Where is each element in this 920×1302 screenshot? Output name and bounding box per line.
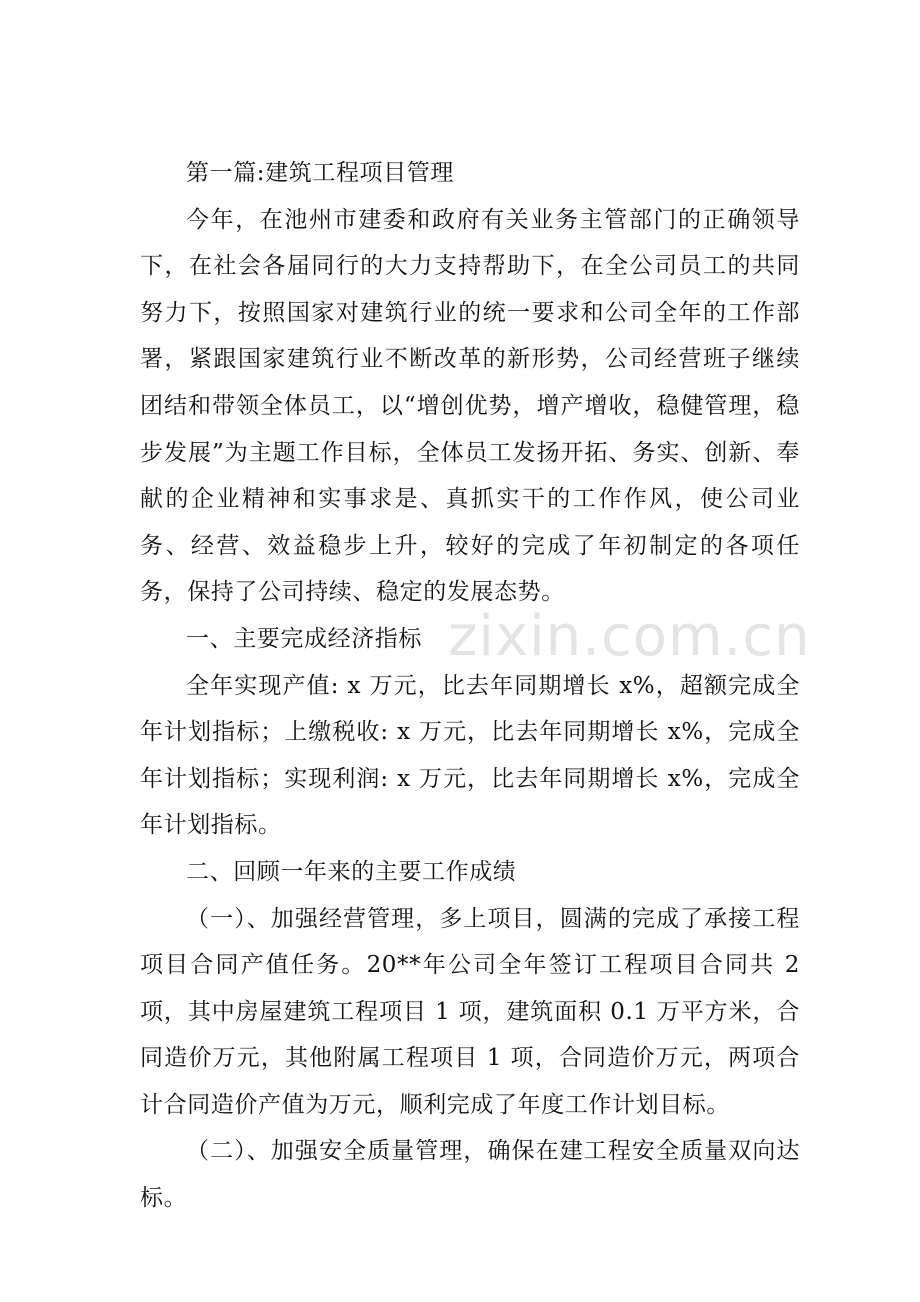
economic-indicators-paragraph: 全年实现产值: x 万元，比去年同期增长 x%，超额完成全年计划指标；上缴税收: x 万元，比去年同期增长 x%，完成全年计划指标；实现利润: x 万元，比去年同期增长 x%，完成全年计划指标。	[140, 672, 800, 839]
section-heading-economic-indicators: 一、主要完成经济指标	[186, 625, 422, 652]
document-body	[140, 150, 800, 1222]
section-heading-achievements: 二、回顾一年来的主要工作成绩	[186, 858, 517, 885]
achievement-item-1: （一）、加强经营管理，多上项目，圆满的完成了承接工程项目合同产值任务。20**年公司全年签订工程项目合同共 2 项，其中房屋建筑工程项目 1 项，建筑面积 0.1 万平方米，合同造价万元，其他附属工程项目 1 项，合同造价万元，两项合计合同造价产值为万元，顺利完成了年度工作计划目标。	[140, 905, 800, 1118]
watermark-text: zixin.com.cn	[448, 604, 811, 669]
achievement-item-2: （二）、加强安全质量管理，确保在建工程安全质量双向达标。	[140, 1138, 800, 1212]
document-title: 第一篇:建筑工程项目管理	[186, 160, 454, 186]
intro-paragraph: 今年，在池州市建委和政府有关业务主管部门的正确领导下，在社会各届同行的大力支持帮助下，在全公司员工的共同努力下，按照国家对建筑行业的统一要求和公司全年的工作部署，紧跟国家建筑行业不断改革的新形势，公司经营班子继续团结和带领全体员工，以“增创优势，增产增收，稳健管理，稳步发展”为主题工作目标，全体员工发扬开拓、务实、创新、奉献的企业精神和实事求是、真抓实干的工作作风，使公司业务、经营、效益稳步上升，较好的完成了年初制定的各项任务，保持了公司持续、稳定的发展态势。	[140, 206, 800, 606]
